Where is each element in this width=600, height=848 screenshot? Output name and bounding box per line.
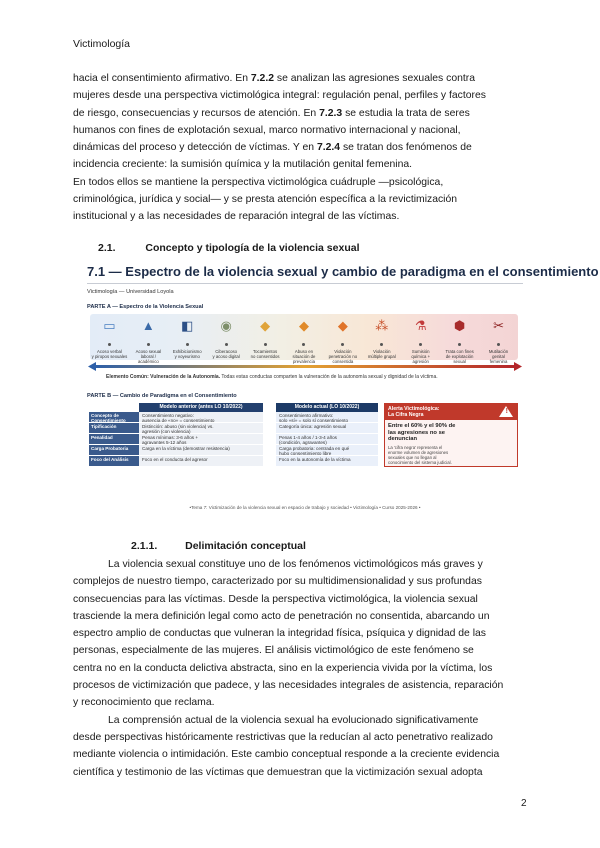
row-value: Carga probatoria: centrada en qué hubo consentimiento libre [276, 445, 378, 456]
old-model-table [89, 403, 263, 467]
spectrum-label: Acoso verbal y piropos sexuales [91, 349, 128, 359]
spectrum-label: Trata con fines de explotación sexual [445, 349, 474, 364]
table-row [89, 423, 263, 434]
shield-icon: ⬢ [453, 318, 466, 333]
figure-subtitle: Victimología — Universidad Loyola [87, 289, 174, 295]
intro-line: mujeres desde una perspectiva victimológica integral: regulación penal, perfiles y factores [73, 90, 486, 102]
spectrum-item [325, 318, 361, 364]
screen-icon: ◧ [181, 318, 194, 333]
section-title: Concepto y tipología de la violencia sexual [145, 242, 360, 254]
table-row [89, 434, 263, 445]
spectrum-marker [302, 343, 305, 346]
diamond-icon: ◆ [337, 318, 348, 333]
spectrum-label: Abuso en situación de prevalencia [292, 349, 316, 364]
table-row [89, 456, 263, 467]
body-line: centra no en la conducta delictiva abstracta, sino en la experiencia vivida por la víctima, los [73, 662, 493, 674]
cyber-icon: ◉ [220, 318, 232, 333]
row-value: Categoría única: agresión sexual [276, 423, 378, 434]
row-value: Foco en la autonomía de la víctima [276, 456, 378, 467]
row-value: Consentimiento afirmativo: solo «sí» = solo sí consentimiento [276, 412, 378, 423]
row-label: Foco del Análisis [89, 456, 139, 467]
spectrum-item [208, 318, 244, 364]
row-value: Penas 1-4 años / 1-3-4 años (condición, agravantes) [276, 434, 378, 445]
body-line: La comprensión actual de la violencia sexual ha evolucionado significativamente [108, 714, 479, 726]
intro-line: dinámicas del proceso y detección de víctimas. Y en 7.2.4 se tratan dos fenómenos de [73, 142, 472, 154]
spectrum-label: Acoso sexual laboral / académico [135, 349, 162, 364]
spectrum-arrow [88, 362, 522, 371]
spectrum-item [481, 318, 517, 364]
hand-icon: ◆ [260, 318, 271, 333]
row-value: Consentimiento negativo: ausencia de «no» = consentimiento [139, 412, 263, 423]
spectrum-marker [419, 343, 422, 346]
body-line: trasciende la mera definición legal como acto de penetración no consentida, abarcando un [73, 610, 490, 622]
spectrum-marker [108, 343, 111, 346]
spectrum-item [403, 318, 439, 364]
spectrum-marker [341, 343, 344, 346]
row-value: Distinción: abuso (sin violencia) vs. agresión (con violencia) [139, 423, 263, 434]
body-line: consecuencias para las víctimas. Desde la perspectiva victimológica, la violencia sexual [73, 593, 478, 605]
spectrum-item [286, 318, 322, 364]
row-label: Carga Probatoria [89, 445, 139, 456]
figure-7-1 [84, 258, 599, 516]
spectrum-item [169, 318, 205, 364]
running-header: Victimología [73, 38, 131, 50]
body-paragraphs [73, 556, 531, 781]
blade-icon: ✂ [493, 318, 504, 333]
intro-paragraph [73, 70, 531, 226]
part-a-label: PARTE A — Espectro de la Violencia Sexual [87, 304, 204, 310]
spectrum-item [364, 318, 400, 364]
table-row [276, 456, 378, 467]
new-model-table [276, 403, 378, 467]
body-line: personas, especialmente de las mujeres. El análisis victimológico de este fenómeno se [73, 645, 474, 657]
alert-statistic: Entre el 60% y el 90% de las agresiones no se denuncian [388, 423, 456, 443]
intro-line: institucional y a las necesidades de reparación integral de las víctimas. [73, 211, 400, 223]
spectrum-marker [147, 343, 150, 346]
new-model-header: Modelo actual (LO 10/2022) [276, 403, 378, 412]
spectrum-item [91, 318, 127, 364]
subsection-title: Delimitación conceptual [185, 540, 306, 552]
body-line: desde perspectivas históricamente restrictivas que la reducían al acto penetrativo realizado [73, 731, 493, 743]
section-number: 2.1. [98, 242, 116, 254]
spectrum-item [130, 318, 166, 364]
figure-caption: •Tema 7: Victimización de la violencia sexual en espacio de trabajo y sociedad • Victimología • Curso 2025-2026 • [189, 505, 421, 510]
old-model-header: Modelo anterior (antes LO 10/2022) [139, 403, 263, 412]
spectrum-marker [264, 343, 267, 346]
table-row [89, 412, 263, 423]
spectrum-marker [380, 343, 383, 346]
alert-title: Alerta Victimológica: La Cifra Negra [385, 404, 517, 420]
intro-line: humanos con fines de explotación sexual, marco normativo internacional y nacional, [73, 124, 461, 136]
intro-line: incidencia creciente: la sumisión química y la mutilación genital femenina. [73, 159, 413, 171]
spectrum-label: Sumisión química + agresión [411, 349, 431, 364]
alert-description: La 'cifra negra' representa el enorme volumen de agresiones sexuales que no llegan al conocimiento del sistema judicial. [388, 444, 452, 465]
spectrum-label: Exhibicionismo y voyeurismo [172, 349, 202, 359]
intro-line: criminológica, jurídica y social— y se presta atención específica a la revictimización [73, 194, 458, 206]
spectrum-marker [186, 343, 189, 346]
warning-icon: ◆ [298, 318, 309, 333]
body-line: científica y testimonio de las víctimas que demuestran que la victimización sexual adopta [73, 766, 483, 778]
table-row [276, 445, 378, 456]
spectrum-marker [497, 343, 500, 346]
spectrum-label: Ciberacoso y acoso digital [212, 349, 240, 359]
body-line: procesos de victimización que padece, y las necesidades integrales de asistencia, reparación [73, 680, 504, 692]
spectrum-item [247, 318, 283, 364]
table-row [276, 412, 378, 423]
triangle-icon: ▲ [141, 318, 155, 333]
spectrum-label: Mutilación genital femenina [488, 349, 509, 364]
pill-icon: ⚗ [414, 318, 427, 333]
spectrum-marker [225, 343, 228, 346]
spectrum-label: Tocamientos no consentidos [250, 349, 280, 359]
row-value: Carga en la víctima (demostrar resistencia) [139, 445, 263, 456]
figure-divider [87, 283, 523, 284]
chat-bubble-icon: ▭ [103, 318, 116, 333]
table-row [89, 445, 263, 456]
body-line: complejos de nuestro tiempo, caracterizado por su multidimensionalidad y sus profundas [73, 576, 482, 588]
intro-line: de riesgo, consecuencias y recursos de atención. En 7.2.3 se estudia la trata de seres [73, 107, 470, 119]
spectrum-items [90, 318, 518, 364]
part-b-label: PARTE B — Cambio de Paradigma en el Consentimiento [87, 393, 237, 399]
spectrum-label: Violación múltiple grupal [367, 349, 396, 359]
spectrum-item [442, 318, 478, 364]
row-label: Concepto de Consentimiento [89, 412, 139, 423]
subsection-number: 2.1.1. [131, 540, 158, 552]
intro-line: En todos ellos se mantiene la perspectiva victimológica cuádruple —psicológica, [73, 176, 444, 188]
section-heading [98, 242, 360, 254]
row-value: Foco en el conducta del agresor [139, 456, 263, 467]
body-line: espectro amplio de conductas que vulneran la integridad física, psíquica y dignidad de las [73, 628, 486, 640]
table-row [276, 423, 378, 434]
subsection-heading [131, 540, 306, 552]
body-line: La violencia sexual constituye uno de los fenómenos victimológicos más graves y [108, 559, 483, 570]
body-line: y reconocimiento que reclama. [73, 697, 215, 709]
page-number: 2 [521, 798, 527, 809]
common-element-note: Elemento Común: Vulneración de la Autonomía. Todas estas conductas comparten la vulneración de la autonomía sexual y dignidad de la víctima. [106, 374, 438, 380]
figure-title: 7.1 — Espectro de la violencia sexual y cambio de paradigma en el consentimiento [87, 264, 599, 279]
row-label: Penalidad [89, 434, 139, 445]
body-line: mediante violencia o intimidación. Este cambio conceptual responde a la creciente evidencia [73, 749, 500, 761]
intro-line: hacia el consentimiento afirmativo. En 7.2.2 se analizan las agresiones sexuales contra [73, 73, 476, 84]
spectrum-marker [458, 343, 461, 346]
alert-box: Alerta Victimológica: La Cifra Negra ! Entre el 60% y el 90% de las agresiones no se denuncian La 'cifra negra' representa el enorme volumen de agresiones sexuales que no llegan al conocimiento del sistema judicial. [384, 403, 518, 467]
row-label: Tipificación [89, 423, 139, 434]
group-icon: ⁂ [375, 318, 389, 333]
table-row [276, 434, 378, 445]
spectrum-label: Violación penetración no consentida [328, 349, 358, 364]
row-value: Penas mínimas: 3-6 años + agravantes 5-12 años [139, 434, 263, 445]
